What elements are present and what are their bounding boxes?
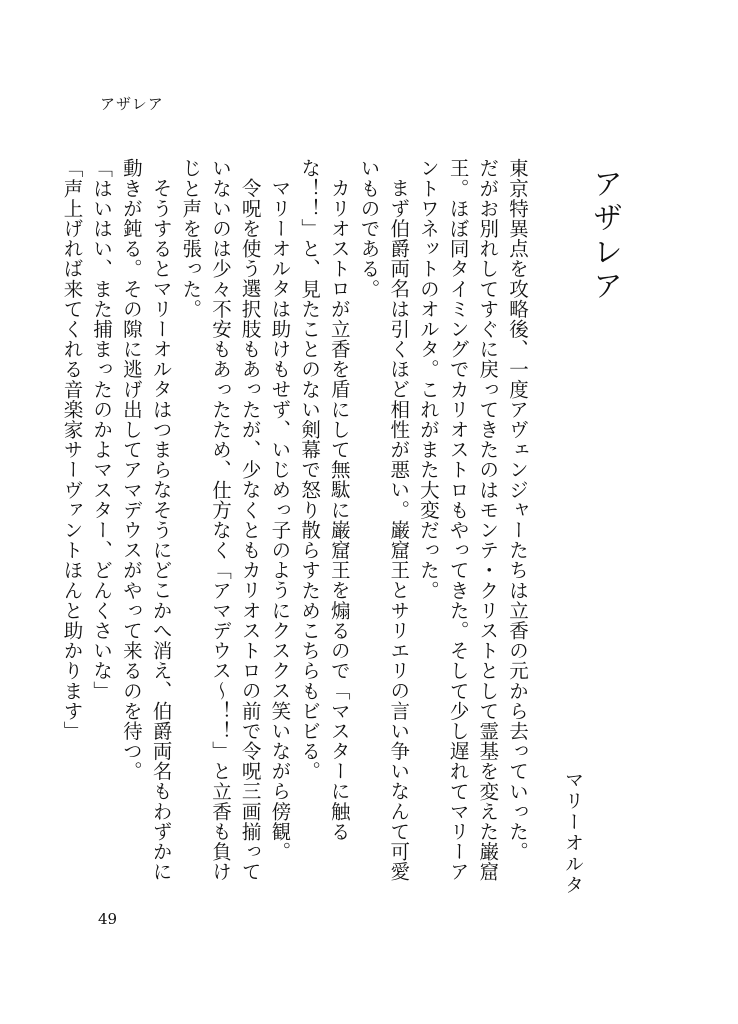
dialogue-line: 「はいはい、また捕まったのかよマスター、どんくさいな」 [90, 158, 114, 701]
paragraph: 東京特異点を攻略後、一度アヴェンジャーたちは立香の元から去っていった。 [506, 158, 529, 862]
page-number: 49 [98, 910, 118, 928]
story-title: アザレア [587, 168, 622, 304]
author-name: マリーオルタ [562, 770, 584, 896]
dialogue-line: 「声上げれば来てくれる音楽家サーヴァントほんと助かります」 [60, 158, 84, 741]
paragraph: カリオストロが立香を盾にして無駄に巌窟王を煽るので「マスターに触るな！！」と、見たことのない剣幕で怒り散らすためこちらもビビる。 [298, 158, 351, 841]
paragraph: マリーオルタは助けもせず、いじめっ子のようにクスクス笑いながら傍観。 [268, 177, 292, 861]
paragraph: まず伯爵両名は引くほど相性が悪い。巌窟王とサリエリの言い争いなんて可愛いものである。 [357, 158, 411, 881]
running-header: アザレア [100, 95, 164, 113]
paragraph: 令呪を使う選択肢もあったが、少なくともカリオストロの前で令呪三画揃っていないのは少々不安もあったため、仕方なく「アマデウス〜！！」と立香も負けじと声を張った。 [179, 158, 262, 882]
paragraph: だがお別れしてすぐに戻ってきたのはモンテ・クリストとして霊基を変えた巌窟王。ほぼ同タイミングでカリオストロもやってきた。そして少し遅れてマリーアントワネットのオルタ。これがまた大変だった。 [416, 158, 500, 882]
paragraph: そうするとマリーオルタはつまらなそうにどこかへ消え、伯爵両名もわずかに動きが鈍る。その隙に逃げ出してアマデウスがやって来るのを待つ。 [119, 158, 173, 881]
body-text [60, 158, 532, 898]
